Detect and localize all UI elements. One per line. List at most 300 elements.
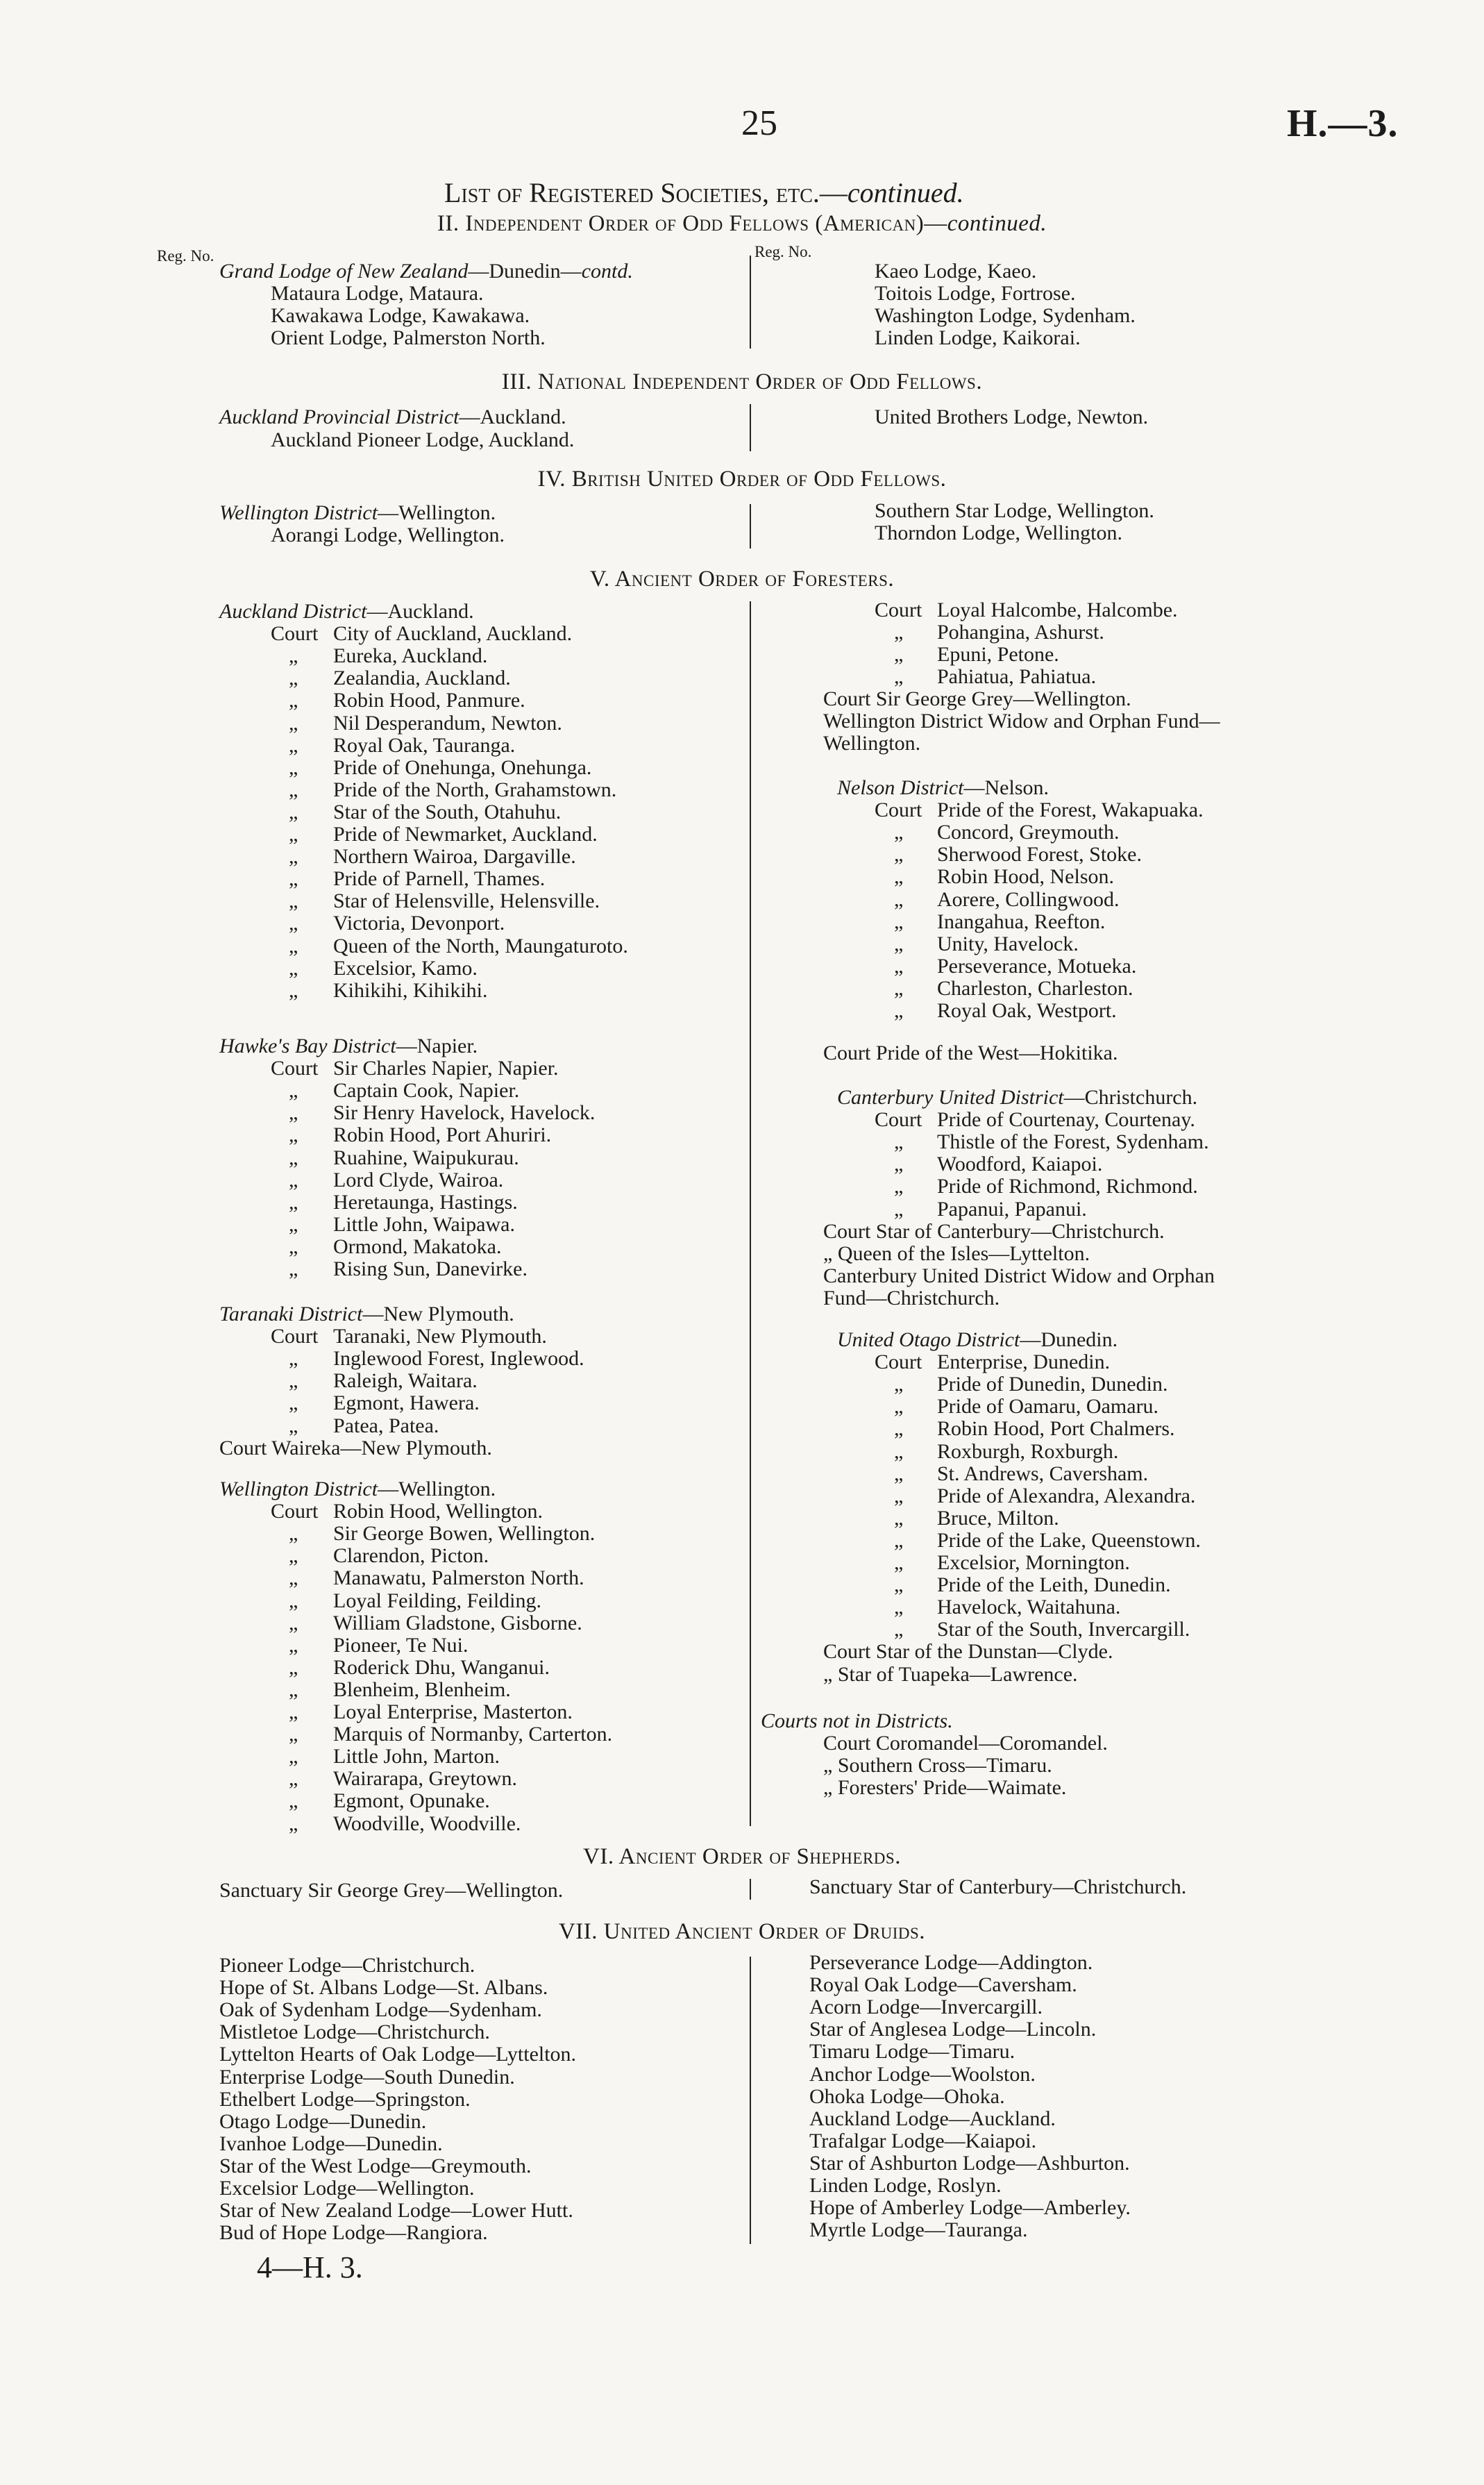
entry-text bbox=[875, 282, 1076, 306]
entry-text bbox=[937, 798, 1204, 822]
entry-text bbox=[937, 910, 1105, 934]
entry-detail: Thorndon Lodge, Wellington. bbox=[875, 521, 1122, 545]
entry-text bbox=[875, 521, 1122, 545]
ditto-mark: „ bbox=[894, 1573, 904, 1597]
entry-detail: Little John, Marton. bbox=[333, 1745, 500, 1768]
entry-detail: Woodford, Kaiapoi. bbox=[937, 1153, 1103, 1176]
entry-detail: Ethelbert Lodge—Springston. bbox=[219, 2087, 471, 2111]
ditto-mark: „ bbox=[289, 1723, 298, 1746]
entry-detail: Pride of Newmarket, Auckland. bbox=[333, 823, 598, 846]
district-name: Auckland District bbox=[219, 600, 367, 623]
entry-text bbox=[937, 1130, 1209, 1154]
entry-text bbox=[333, 1369, 478, 1393]
entry-detail: Robin Hood, Nelson. bbox=[937, 865, 1114, 889]
courts-not-in-districts-heading bbox=[761, 1709, 953, 1732]
ditto-mark: „ bbox=[289, 1611, 298, 1634]
entry-text bbox=[937, 1507, 1059, 1530]
entry-text bbox=[219, 501, 496, 525]
entry-detail: Ivanhoe Lodge—Dunedin. bbox=[219, 2132, 443, 2155]
entry-detail: Excelsior Lodge—Wellington. bbox=[219, 2177, 475, 2200]
entry-text bbox=[333, 1169, 503, 1192]
entry-text bbox=[271, 326, 546, 350]
entry-detail: Queen of the North, Maungaturoto. bbox=[333, 934, 628, 957]
entry-text bbox=[809, 1875, 1186, 1899]
page-title-emph: continued. bbox=[847, 177, 964, 208]
entry-text bbox=[333, 845, 576, 869]
entry-detail: Raleigh, Waitara. bbox=[333, 1369, 478, 1393]
entry-detail: Kaeo Lodge, Kaeo. bbox=[875, 260, 1037, 283]
entry-text bbox=[333, 1589, 541, 1613]
ditto-mark: „ bbox=[894, 954, 904, 978]
entry-detail: Concord, Greymouth. bbox=[937, 821, 1120, 844]
ditto-mark: „ bbox=[289, 1168, 298, 1191]
entry-detail: Anchor Lodge—Woolston. bbox=[809, 2062, 1036, 2086]
column-divider bbox=[750, 601, 751, 1826]
ditto-mark: „ bbox=[289, 778, 298, 801]
entry-detail: Excelsior, Kamo. bbox=[333, 956, 478, 980]
section-heading-text: VI. Ancient Order of Shepherds. bbox=[583, 1844, 901, 1869]
entry-text bbox=[333, 1566, 584, 1590]
ditto-mark: „ bbox=[894, 1197, 904, 1221]
ditto-mark: „ bbox=[894, 887, 904, 911]
court-label: Court bbox=[271, 1325, 319, 1348]
entry-text bbox=[219, 2177, 475, 2200]
entry-detail: Star of Ashburton Lodge—Ashburton. bbox=[809, 2151, 1130, 2175]
entry-detail: Enterprise, Dunedin. bbox=[937, 1350, 1111, 1374]
entry-detail: Acorn Lodge—Invercargill. bbox=[809, 1995, 1043, 2019]
entry-text bbox=[823, 1287, 1000, 1310]
entry-text bbox=[937, 955, 1136, 978]
ditto-mark: „ bbox=[894, 1175, 904, 1198]
entry-detail: Nil Desperandum, Newton. bbox=[333, 711, 562, 735]
entry-text bbox=[823, 1640, 1113, 1664]
entry-text bbox=[271, 524, 505, 547]
entry-detail: Robin Hood, Port Ahuriri. bbox=[333, 1123, 552, 1147]
entry-text bbox=[809, 2040, 1015, 2064]
entry-detail: —Napier. bbox=[396, 1035, 478, 1057]
ditto-mark: „ bbox=[289, 978, 298, 1002]
ditto-mark: „ bbox=[894, 821, 904, 844]
entry-detail: Little John, Waipawa. bbox=[333, 1212, 515, 1236]
entry-detail: Captain Cook, Napier. bbox=[333, 1079, 520, 1103]
entry-detail: Southern Star Lodge, Wellington. bbox=[875, 499, 1154, 522]
entry-detail: Havelock, Waitahuna. bbox=[937, 1596, 1121, 1619]
entry-detail: Kihikihi, Kihikihi. bbox=[333, 978, 488, 1002]
ditto-mark: „ bbox=[289, 889, 298, 913]
section-heading bbox=[0, 567, 1484, 592]
entry-detail: Rising Sun, Danevirke. bbox=[333, 1257, 528, 1280]
entry-detail: Otago Lodge—Dunedin. bbox=[219, 2109, 427, 2133]
entry-text bbox=[333, 1414, 439, 1438]
entry-detail: Mistletoe Lodge—Christchurch. bbox=[219, 2020, 490, 2044]
entry-text bbox=[823, 687, 1131, 711]
ditto-mark: „ bbox=[289, 1566, 298, 1590]
entry-detail: Myrtle Lodge—Tauranga. bbox=[809, 2218, 1028, 2242]
entry-text bbox=[333, 1146, 519, 1170]
entry-text bbox=[219, 2132, 443, 2156]
entry-detail: Hope of Amberley Lodge—Amberley. bbox=[809, 2196, 1131, 2220]
ditto-mark: „ bbox=[894, 1506, 904, 1530]
entry-detail: —New Plymouth. bbox=[362, 1303, 514, 1325]
entry-text bbox=[219, 2110, 426, 2134]
entry-detail: Pioneer, Te Nui. bbox=[333, 1633, 469, 1657]
section-heading-emph: continued. bbox=[947, 211, 1047, 236]
document-code: H.—3. bbox=[1287, 102, 1399, 145]
entry-detail: Marquis of Normanby, Carterton. bbox=[333, 1723, 613, 1746]
entry-text bbox=[937, 1175, 1198, 1198]
entry-text bbox=[333, 689, 525, 712]
entry-detail: City of Auckland, Auckland. bbox=[333, 622, 573, 646]
entry-text bbox=[937, 1529, 1201, 1553]
entry-text bbox=[875, 304, 1136, 328]
entry-detail: Pride of Oamaru, Oamaru. bbox=[937, 1395, 1159, 1419]
ditto-mark: „ bbox=[894, 643, 904, 667]
entry-text bbox=[219, 2020, 490, 2044]
entry-detail: Court Pride of the West—Hokitika. bbox=[823, 1041, 1118, 1064]
ditto-mark: „ bbox=[289, 1190, 298, 1214]
ditto-mark: „ bbox=[289, 1369, 298, 1393]
entry-text bbox=[333, 1347, 584, 1371]
entry-text bbox=[937, 1395, 1158, 1419]
ditto-mark: „ bbox=[894, 1130, 904, 1154]
entry-detail: Robin Hood, Port Chalmers. bbox=[937, 1417, 1175, 1441]
entry-text bbox=[809, 2218, 1027, 2242]
ditto-mark: „ bbox=[289, 1767, 298, 1791]
entry-text bbox=[219, 600, 474, 624]
section-heading-text: V. Ancient Order of Foresters. bbox=[589, 567, 895, 592]
entry-text bbox=[837, 776, 1049, 800]
section-heading-text: III. National Independent Order of Odd Fellows. bbox=[501, 369, 983, 394]
ditto-mark: „ bbox=[894, 665, 904, 689]
entry-detail: Epuni, Petone. bbox=[937, 643, 1059, 667]
entry-text bbox=[809, 2196, 1131, 2220]
entry-text bbox=[937, 1596, 1120, 1619]
entry-text bbox=[333, 1101, 595, 1125]
entry-detail: Northern Wairoa, Dargaville. bbox=[333, 845, 576, 869]
ditto-mark: „ bbox=[289, 1347, 298, 1371]
entry-detail: Pride of Courtenay, Courtenay. bbox=[937, 1108, 1195, 1132]
ditto-mark: „ bbox=[894, 1395, 904, 1419]
subheading-text: Courts not in Districts. bbox=[761, 1709, 953, 1732]
entry-detail: Washington Lodge, Sydenham. bbox=[875, 304, 1136, 328]
entry-detail: Victoria, Devonport. bbox=[333, 912, 505, 935]
entry-text bbox=[937, 1462, 1148, 1486]
entry-text bbox=[937, 1417, 1175, 1441]
ditto-mark: „ bbox=[289, 667, 298, 690]
district-name: Canterbury United District bbox=[837, 1086, 1064, 1109]
entry-detail: Fund—Christchurch. bbox=[823, 1286, 1000, 1310]
district-name: Auckland Provincial District bbox=[219, 405, 459, 428]
entry-detail: Pioneer Lodge—Christchurch. bbox=[219, 1954, 475, 1977]
entry-detail: Star of the South, Otahuhu. bbox=[333, 800, 562, 823]
court-label: Court bbox=[271, 622, 319, 646]
entry-detail: Bud of Hope Lodge—Rangiora. bbox=[219, 2221, 488, 2245]
entry-detail: Hope of St. Albans Lodge—St. Albans. bbox=[219, 1976, 548, 2000]
entry-text bbox=[333, 1123, 551, 1147]
court-label: Court bbox=[875, 1350, 922, 1374]
entry-text bbox=[333, 1235, 501, 1259]
ditto-mark: „ bbox=[289, 1544, 298, 1568]
ditto-mark: „ bbox=[894, 910, 904, 933]
entry-detail: Ruahine, Waipukurau. bbox=[333, 1146, 519, 1169]
ditto-mark: „ bbox=[894, 1373, 904, 1396]
entry-detail: Wellington District Widow and Orphan Fund— bbox=[823, 710, 1220, 733]
entry-detail: Charleston, Charleston. bbox=[937, 976, 1133, 1000]
district-name: Nelson District bbox=[837, 776, 964, 799]
section-heading-text: VII. United Ancient Order of Druids. bbox=[558, 1919, 926, 1944]
district-name: Grand Lodge of New Zealand bbox=[219, 260, 469, 283]
ditto-mark: „ bbox=[289, 1812, 298, 1835]
entry-detail: Blenheim, Blenheim. bbox=[333, 1677, 511, 1701]
column-divider bbox=[750, 1957, 751, 2244]
entry-detail: Clarendon, Picton. bbox=[333, 1544, 489, 1568]
entry-detail: —Auckland. bbox=[366, 600, 474, 623]
entry-detail: Robin Hood, Wellington. bbox=[333, 1500, 543, 1523]
entry-text bbox=[219, 1478, 496, 1501]
ditto-mark: „ bbox=[289, 1414, 298, 1437]
district-name: United Otago District bbox=[837, 1328, 1020, 1351]
entry-text bbox=[837, 1328, 1118, 1352]
entry-detail: William Gladstone, Gisborne. bbox=[333, 1611, 582, 1634]
entry-text bbox=[937, 643, 1059, 667]
entry-detail: Thistle of the Forest, Sydenham. bbox=[937, 1130, 1209, 1154]
page-title-main: List of Registered Societies, etc.— bbox=[444, 177, 848, 208]
column-divider bbox=[750, 256, 751, 349]
page-footer-signature: 4—H. 3. bbox=[257, 2250, 363, 2284]
ditto-mark: „ bbox=[289, 1212, 298, 1236]
ditto-mark: „ bbox=[289, 733, 298, 757]
ditto-mark: „ bbox=[289, 711, 298, 735]
entry-text bbox=[809, 2063, 1036, 2086]
entry-text bbox=[333, 1612, 582, 1635]
court-label: Court bbox=[875, 798, 922, 822]
ditto-mark: „ bbox=[289, 1522, 298, 1546]
entry-text bbox=[823, 1220, 1165, 1244]
entry-text bbox=[823, 1754, 1052, 1777]
ditto-mark: „ bbox=[289, 845, 298, 869]
entry-text bbox=[219, 2088, 471, 2111]
column-divider bbox=[750, 504, 751, 549]
entry-text bbox=[333, 778, 616, 802]
entry-detail: Egmont, Opunake. bbox=[333, 1789, 490, 1813]
entry-detail: Court Waireka—New Plymouth. bbox=[219, 1436, 492, 1459]
entry-text bbox=[809, 2107, 1056, 2131]
court-label: Court bbox=[271, 1500, 319, 1523]
entry-detail: Linden Lodge, Roslyn. bbox=[809, 2174, 1002, 2197]
entry-text bbox=[823, 710, 1220, 733]
ditto-mark: „ bbox=[289, 1633, 298, 1657]
entry-detail: Toitois Lodge, Fortrose. bbox=[875, 282, 1076, 306]
entry-text bbox=[333, 1213, 515, 1237]
ditto-mark: „ bbox=[894, 976, 904, 1000]
entry-text bbox=[219, 1437, 492, 1460]
entry-text bbox=[937, 888, 1119, 912]
reg-no-label: Reg. No. bbox=[157, 247, 214, 265]
entry-text bbox=[333, 1678, 511, 1702]
entry-text bbox=[823, 1041, 1118, 1065]
entry-text bbox=[823, 1776, 1066, 1800]
ditto-mark: „ bbox=[894, 1417, 904, 1441]
entry-text bbox=[937, 1573, 1171, 1597]
entry-detail: Star of the West Lodge—Greymouth. bbox=[219, 2154, 532, 2177]
section-heading bbox=[0, 211, 1484, 237]
entry-text bbox=[219, 1976, 548, 2000]
entry-detail: —Christchurch. bbox=[1063, 1086, 1198, 1109]
entry-detail: Mataura Lodge, Mataura. bbox=[271, 282, 484, 305]
entry-detail: Pride of Parnell, Thames. bbox=[333, 867, 546, 891]
entry-detail: Orient Lodge, Palmerston North. bbox=[271, 326, 546, 350]
entry-text bbox=[333, 912, 505, 935]
entry-text bbox=[219, 2154, 531, 2178]
ditto-mark: „ bbox=[289, 1745, 298, 1768]
entry-detail: Pride of the Lake, Queenstown. bbox=[937, 1528, 1201, 1552]
section-heading-text: II. Independent Order of Odd Fellows (American)— bbox=[437, 211, 947, 236]
entry-detail: Star of Helensville, Helensville. bbox=[333, 889, 600, 913]
entry-text bbox=[271, 282, 484, 306]
entry-detail: Roxburgh, Roxburgh. bbox=[937, 1439, 1119, 1463]
ditto-mark: „ bbox=[289, 1789, 298, 1813]
entry-text bbox=[937, 843, 1142, 867]
entry-detail: „ Star of Tuapeka—Lawrence. bbox=[823, 1662, 1078, 1686]
entry-detail: United Brothers Lodge, Newton. bbox=[875, 405, 1149, 428]
entry-text bbox=[333, 1745, 500, 1768]
entry-detail: Sir Henry Havelock, Havelock. bbox=[333, 1101, 596, 1125]
entry-text bbox=[219, 2221, 488, 2245]
entry-text bbox=[937, 1350, 1110, 1374]
entry-text bbox=[333, 644, 487, 668]
entry-text bbox=[219, 260, 633, 283]
entry-text bbox=[333, 801, 561, 824]
entry-detail: Excelsior, Mornington. bbox=[937, 1551, 1130, 1574]
entry-text bbox=[809, 1973, 1077, 1997]
entry-detail: Pahiatua, Pahiatua. bbox=[937, 665, 1097, 689]
entry-text bbox=[333, 1789, 490, 1813]
ditto-mark: „ bbox=[289, 1101, 298, 1125]
entry-text bbox=[809, 1951, 1093, 1975]
entry-detail: —Dunedin— bbox=[468, 260, 582, 283]
entry-detail: Ohoka Lodge—Ohoka. bbox=[809, 2084, 1005, 2108]
entry-detail: Papanui, Papanui. bbox=[937, 1197, 1087, 1221]
ditto-mark: „ bbox=[289, 1589, 298, 1612]
entry-text bbox=[333, 1767, 517, 1791]
ditto-mark: „ bbox=[289, 1655, 298, 1679]
entry-text bbox=[333, 1257, 528, 1281]
entry-text bbox=[809, 1995, 1043, 2019]
district-name: Taranaki District bbox=[219, 1303, 363, 1325]
ditto-mark: „ bbox=[289, 689, 298, 712]
column-divider bbox=[750, 404, 751, 451]
entry-text bbox=[271, 428, 574, 452]
entry-text bbox=[809, 2018, 1096, 2041]
entry-text bbox=[333, 1700, 573, 1724]
entry-text bbox=[937, 1153, 1102, 1176]
ditto-mark: „ bbox=[894, 1618, 904, 1641]
ditto-mark: „ bbox=[894, 1439, 904, 1463]
entry-detail: Court Coromandel—Coromandel. bbox=[823, 1732, 1108, 1755]
entry-text bbox=[809, 2152, 1130, 2175]
entry-detail: Loyal Halcombe, Halcombe. bbox=[937, 599, 1178, 621]
entry-text bbox=[937, 1484, 1195, 1508]
entry-text bbox=[333, 823, 598, 846]
entry-detail: Loyal Enterprise, Masterton. bbox=[333, 1700, 573, 1723]
entry-detail: Kawakawa Lodge, Kawakawa. bbox=[271, 304, 530, 328]
entry-detail: Patea, Patea. bbox=[333, 1414, 439, 1437]
entry-text bbox=[937, 621, 1104, 644]
entry-detail: Auckland Pioneer Lodge, Auckland. bbox=[271, 428, 575, 451]
entry-detail: Enterprise Lodge—South Dunedin. bbox=[219, 2065, 515, 2089]
entry-detail: Pride of the North, Grahamstown. bbox=[333, 778, 617, 801]
ditto-mark: „ bbox=[894, 1462, 904, 1485]
entry-detail: „ Foresters' Pride—Waimate. bbox=[823, 1776, 1067, 1800]
entry-detail: Heretaunga, Hastings. bbox=[333, 1190, 518, 1214]
entry-text bbox=[937, 865, 1114, 889]
district-name: Wellington District bbox=[219, 501, 378, 524]
entry-detail: Pohangina, Ashurst. bbox=[937, 621, 1104, 644]
entry-detail: „ Queen of the Isles—Lyttelton. bbox=[823, 1241, 1090, 1265]
ditto-mark: „ bbox=[289, 1146, 298, 1169]
entry-detail: Unity, Havelock. bbox=[937, 932, 1079, 955]
ditto-mark: „ bbox=[894, 865, 904, 889]
entry-text bbox=[937, 1108, 1195, 1132]
entry-detail: Pride of Alexandra, Alexandra. bbox=[937, 1484, 1196, 1507]
reg-no-label: Reg. No. bbox=[754, 243, 812, 260]
entry-detail: Manawatu, Palmerston North. bbox=[333, 1566, 584, 1590]
ditto-mark: „ bbox=[289, 1123, 298, 1147]
entry-text bbox=[823, 1663, 1078, 1687]
entry-detail: „ Southern Cross—Timaru. bbox=[823, 1754, 1052, 1777]
ditto-mark: „ bbox=[894, 1528, 904, 1552]
entry-detail: Egmont, Hawera. bbox=[333, 1391, 480, 1415]
entry-text bbox=[937, 1373, 1167, 1396]
section-heading bbox=[0, 1919, 1484, 1945]
entry-detail: Ormond, Makatoka. bbox=[333, 1235, 502, 1258]
entry-text bbox=[219, 2066, 515, 2089]
section-heading bbox=[0, 1844, 1484, 1870]
court-label: Court bbox=[271, 1057, 319, 1080]
entry-text bbox=[333, 1634, 468, 1657]
entry-text bbox=[271, 304, 530, 328]
column-divider bbox=[750, 1879, 751, 1900]
entry-detail: Aorangi Lodge, Wellington. bbox=[271, 524, 505, 546]
entry-text bbox=[333, 1500, 543, 1523]
entry-detail: Auckland Lodge—Auckland. bbox=[809, 2107, 1056, 2130]
entry-text bbox=[823, 732, 920, 755]
ditto-mark: „ bbox=[289, 644, 298, 668]
entry-text bbox=[333, 889, 600, 913]
entry-detail: Sanctuary Star of Canterbury—Christchurch. bbox=[809, 1875, 1187, 1898]
ditto-mark: „ bbox=[289, 800, 298, 823]
entry-detail: Inangahua, Reefton. bbox=[937, 910, 1106, 933]
entry-detail: Eureka, Auckland. bbox=[333, 644, 488, 668]
entry-text bbox=[809, 2130, 1036, 2153]
entry-detail: Sanctuary Sir George Grey—Wellington. bbox=[219, 1879, 564, 1902]
ditto-mark: „ bbox=[894, 621, 904, 644]
entry-text bbox=[875, 326, 1081, 350]
entry-detail: Perseverance Lodge—Addington. bbox=[809, 1951, 1093, 1974]
entry-text bbox=[823, 1732, 1108, 1755]
entry-detail: Royal Oak Lodge—Caversham. bbox=[809, 1973, 1077, 1997]
entry-text bbox=[333, 622, 572, 646]
entry-detail: —Nelson. bbox=[963, 776, 1049, 799]
entry-text bbox=[333, 734, 515, 758]
entry-text bbox=[333, 756, 591, 780]
court-label: Court bbox=[875, 1108, 922, 1132]
section-heading bbox=[0, 369, 1484, 395]
entry-detail: Woodville, Woodville. bbox=[333, 1812, 521, 1835]
entry-detail: Court Star of the Dunstan—Clyde. bbox=[823, 1640, 1113, 1664]
entry-detail: —Dunedin. bbox=[1020, 1328, 1118, 1351]
ditto-mark: „ bbox=[894, 1153, 904, 1176]
